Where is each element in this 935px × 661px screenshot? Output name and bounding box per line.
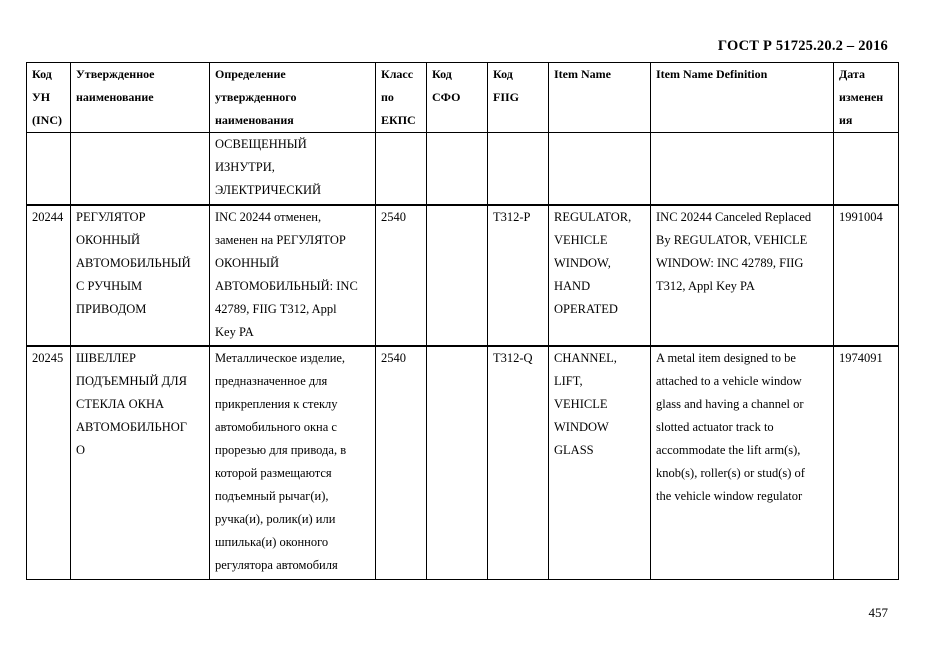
header-ekps-class: Класс по ЕКПС — [376, 63, 427, 133]
header-change-date: Дата изменен ия — [834, 63, 899, 133]
header-approved-name: Утвержденное наименование — [71, 63, 210, 133]
header-fiig-code: Код FIIG — [488, 63, 549, 133]
cell-change-date: 1974091 — [834, 346, 899, 580]
header-sfo-code: Код СФО — [427, 63, 488, 133]
cell-approved-name: РЕГУЛЯТОР ОКОННЫЙ АВТОМОБИЛЬНЫЙ С РУЧНЫМ ПРИВОДОМ — [71, 205, 210, 346]
cell-item-name-definition: INC 20244 Canceled Replaced By REGULATOR, VEHICLE WINDOW: INC 42789, FIIG T312, Appl Key PA — [651, 205, 834, 346]
cell-name-definition: INC 20244 отменен, заменен на РЕГУЛЯТОР ОКОННЫЙ АВТОМОБИЛЬНЫЙ: INC 42789, FIIG T312, Appl Key PA — [210, 205, 376, 346]
inc-table — [26, 62, 899, 580]
cell-change-date — [834, 133, 899, 205]
cell-approved-name: ШВЕЛЛЕР ПОДЪЕМНЫЙ ДЛЯ СТЕКЛА ОКНА АВТОМОБИЛЬНОГ О — [71, 346, 210, 580]
table-row — [27, 133, 899, 205]
table-row — [27, 346, 899, 580]
table-row — [27, 205, 899, 346]
cell-inc — [27, 133, 71, 205]
page-number: 457 — [868, 605, 888, 620]
cell-ekps-class — [376, 133, 427, 205]
header-inc: Код УН (INC) — [27, 63, 71, 133]
cell-item-name: CHANNEL, LIFT, VEHICLE WINDOW GLASS — [549, 346, 651, 580]
cell-inc: 20245 — [27, 346, 71, 580]
header-name-definition: Определение утвержденного наименования — [210, 63, 376, 133]
cell-name-definition: ОСВЕЩЕННЫЙ ИЗНУТРИ, ЭЛЕКТРИЧЕСКИЙ — [210, 133, 376, 205]
cell-change-date: 1991004 — [834, 205, 899, 346]
cell-sfo-code — [427, 133, 488, 205]
cell-inc: 20244 — [27, 205, 71, 346]
cell-fiig-code: T312-Q — [488, 346, 549, 580]
cell-item-name — [549, 133, 651, 205]
cell-sfo-code — [427, 346, 488, 580]
header-item-name-definition: Item Name Definition — [651, 63, 834, 133]
cell-item-name-definition: A metal item designed to be attached to a vehicle window glass and having a channel or slotted actuator track to accommodate the lift arm(s), knob(s), roller(s) or stud(s) of the vehicle window regulator — [651, 346, 834, 580]
cell-fiig-code: T312-P — [488, 205, 549, 346]
cell-sfo-code — [427, 205, 488, 346]
cell-approved-name — [71, 133, 210, 205]
header-item-name: Item Name — [549, 63, 651, 133]
cell-ekps-class: 2540 — [376, 205, 427, 346]
cell-item-name: REGULATOR, VEHICLE WINDOW, HAND OPERATED — [549, 205, 651, 346]
table-header-row — [27, 63, 899, 133]
cell-item-name-definition — [651, 133, 834, 205]
cell-ekps-class: 2540 — [376, 346, 427, 580]
cell-fiig-code — [488, 133, 549, 205]
cell-name-definition: Металлическое изделие, предназначенное для прикрепления к стеклу автомобильного окна с прорезью для привода, в которой размещаются подъемный рычаг(и), ручка(и), ролик(и) или шпилька(и) оконного регулятора автомобиля — [210, 346, 376, 580]
standard-code: ГОСТ Р 51725.20.2 – 2016 — [717, 38, 888, 54]
